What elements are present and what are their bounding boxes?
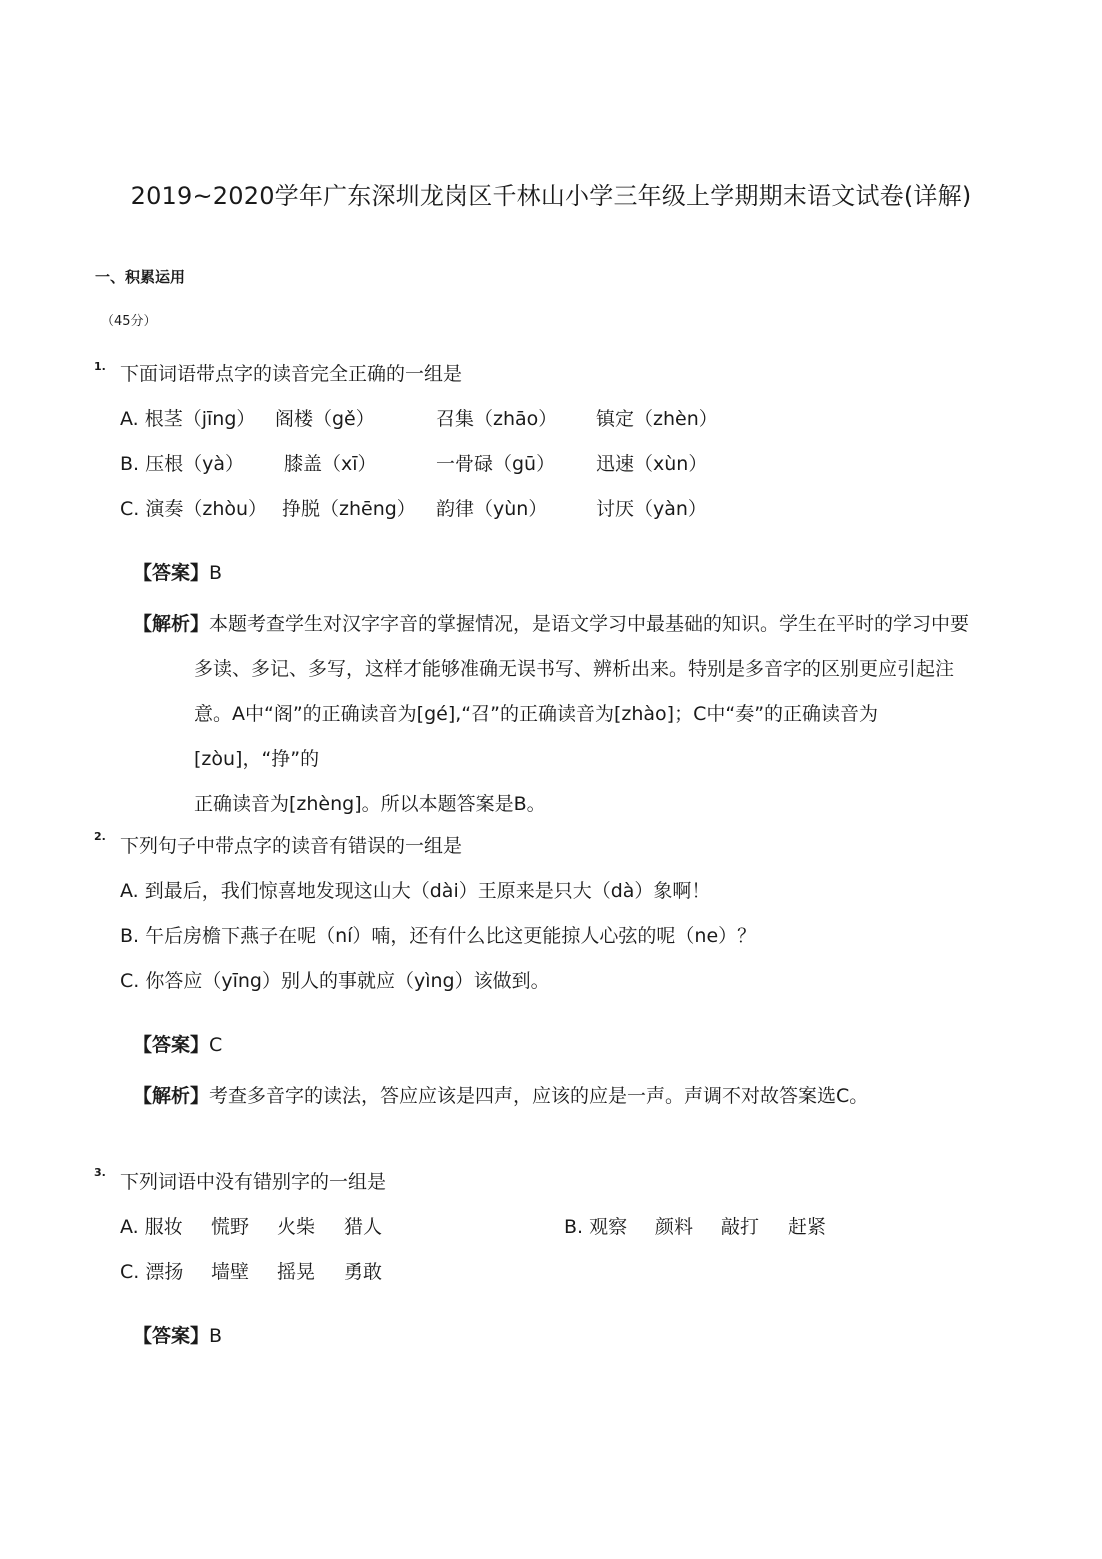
q3-option-a-1: A. 服妆	[120, 1216, 183, 1238]
q3-option-b-3: 敲打	[721, 1216, 760, 1238]
q3-option-c-3: 摇晃	[277, 1261, 316, 1283]
question-1-text: 下面词语带点字的读音完全正确的一组是	[120, 363, 463, 385]
question-2-number: 2.	[94, 830, 106, 843]
answer-label: 【答案】	[133, 562, 210, 584]
explanation-label: 【解析】	[133, 1085, 210, 1107]
page-title: 2019~2020学年广东深圳龙岗区千林山小学三年级上学期期末语文试卷(详解)	[130, 182, 972, 210]
question-1-number: 1.	[94, 360, 106, 373]
q3-option-c-2: 墙壁	[211, 1261, 250, 1283]
explanation-line-1: 本题考查学生对汉字字音的掌握情况，是语文学习中最基础的知识。学生在平时的学习中要	[209, 613, 970, 635]
q1-option-b-1: B. 压根（yà）	[120, 453, 245, 475]
answer-label: 【答案】	[133, 1325, 210, 1347]
q3-option-a-4: 猎人	[344, 1216, 383, 1238]
answer-label: 【答案】	[133, 1034, 210, 1056]
q1-option-a-4: 镇定（zhèn）	[596, 408, 718, 430]
q3-option-b-4: 赶紧	[788, 1216, 827, 1238]
explanation-label: 【解析】	[133, 613, 210, 635]
q1-answer	[133, 558, 222, 585]
q2-option-c: C. 你答应（yīng）别人的事就应（yìng）该做到。	[120, 970, 550, 992]
q1-option-b-3: 一骨碌（gū）	[436, 453, 556, 475]
q3-option-b-2: 颜料	[655, 1216, 694, 1238]
q1-option-c-4: 讨厌（yàn）	[596, 498, 707, 520]
q2-explanation	[133, 1074, 1003, 1119]
explanation-line-2: 多读、多记、多写，这样才能够准确无误书写、辨析出来。特别是多音字的区别更应引起注	[194, 658, 955, 680]
q3-option-a-2: 慌野	[211, 1216, 250, 1238]
q1-option-c-1: C. 演奏（zhòu）	[120, 498, 268, 520]
question-2-text: 下列句子中带点字的读音有错误的一组是	[120, 835, 463, 857]
explanation-text: 考查多音字的读法，答应应该是四声，应该的应是一声。声调不对故答案选C。	[209, 1085, 869, 1107]
explanation-line-4: 正确读音为[zhèng]。所以本题答案是B。	[194, 793, 546, 815]
question-3-text: 下列词语中没有错别字的一组是	[120, 1171, 387, 1193]
section-score: （45分）	[101, 314, 157, 329]
q1-option-a-1: A. 根茎（jīng）	[120, 408, 256, 430]
q3-option-c-4: 勇敢	[344, 1261, 383, 1283]
explanation-line-3: 意。A中“阁”的正确读音为[gé],“召”的正确读音为[zhào]；C中“奏”的正确读音为[zòu]，“挣”的	[194, 703, 879, 770]
answer-value: B	[209, 562, 223, 584]
q2-option-a: A. 到最后，我们惊喜地发现这山大（dài）王原来是只大（dà）象啊！	[120, 880, 711, 902]
q3-option-c-1: C. 漂扬	[120, 1261, 184, 1283]
answer-value: C	[209, 1034, 223, 1056]
q1-option-b-2: 膝盖（xī）	[284, 453, 377, 475]
q1-explanation	[133, 602, 1003, 827]
q1-option-b-4: 迅速（xùn）	[596, 453, 708, 475]
q3-option-a-3: 火柴	[277, 1216, 316, 1238]
q2-option-b: B. 午后房檐下燕子在呢（ní）喃，还有什么比这更能掠人心弦的呢（ne）？	[120, 925, 757, 947]
q1-option-a-2: 阁楼（gě）	[275, 408, 375, 430]
q3-answer	[133, 1321, 222, 1348]
answer-value: B	[209, 1325, 223, 1347]
q1-option-c-2: 挣脱（zhēng）	[282, 498, 416, 520]
section-heading: 一、积累运用	[95, 268, 186, 286]
q3-option-b-1: B. 观察	[564, 1216, 628, 1238]
q1-option-a-3: 召集（zhāo）	[436, 408, 558, 430]
question-3-number: 3.	[94, 1166, 106, 1179]
q1-option-c-3: 韵律（yùn）	[436, 498, 548, 520]
q2-answer	[133, 1030, 222, 1057]
